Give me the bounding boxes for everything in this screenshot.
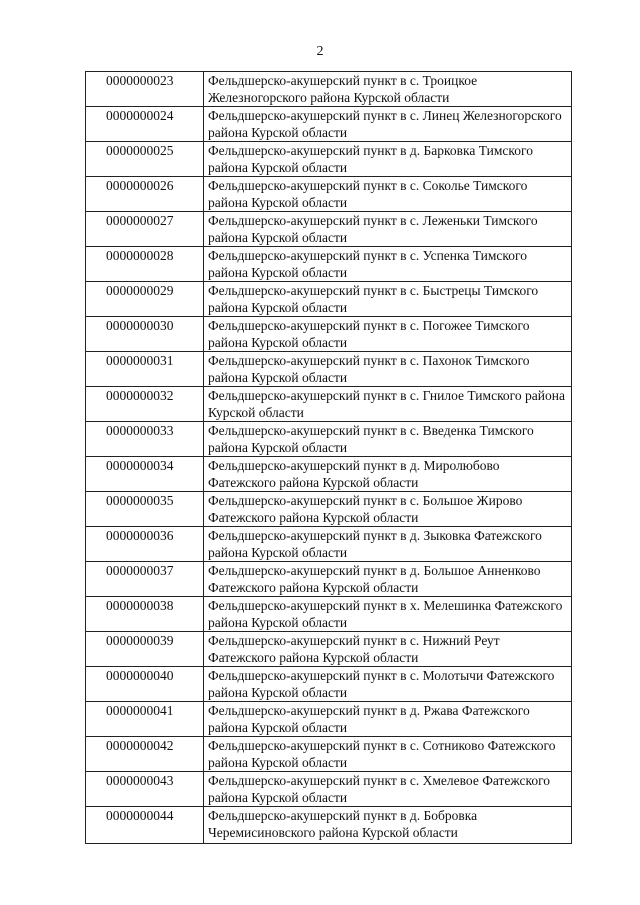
row-name: Фельдшерско-акушерский пункт в с. Быстрецы Тимского района Курской области bbox=[204, 282, 572, 317]
page-number: 2 bbox=[316, 44, 324, 59]
registry-table bbox=[85, 71, 572, 844]
row-code: 0000000024 bbox=[86, 107, 204, 142]
row-code: 0000000044 bbox=[86, 807, 204, 844]
table-row bbox=[86, 772, 572, 807]
table-row bbox=[86, 562, 572, 597]
row-name: Фельдшерско-акушерский пункт в с. Погожее Тимского района Курской области bbox=[204, 317, 572, 352]
registry-body bbox=[86, 72, 572, 844]
table-row bbox=[86, 597, 572, 632]
row-code: 0000000042 bbox=[86, 737, 204, 772]
row-name: Фельдшерско-акушерский пункт в с. Молотычи Фатежского района Курской области bbox=[204, 667, 572, 702]
table-row bbox=[86, 457, 572, 492]
row-code: 0000000036 bbox=[86, 527, 204, 562]
row-name: Фельдшерско-акушерский пункт в с. Хмелевое Фатежского района Курской области bbox=[204, 772, 572, 807]
row-code: 0000000034 bbox=[86, 457, 204, 492]
table-row bbox=[86, 807, 572, 844]
row-code: 0000000028 bbox=[86, 247, 204, 282]
row-code: 0000000040 bbox=[86, 667, 204, 702]
table-row bbox=[86, 667, 572, 702]
row-name: Фельдшерско-акушерский пункт в х. Мелешинка Фатежского района Курской области bbox=[204, 597, 572, 632]
row-code: 0000000038 bbox=[86, 597, 204, 632]
row-code: 0000000032 bbox=[86, 387, 204, 422]
table-row bbox=[86, 177, 572, 212]
table-row bbox=[86, 107, 572, 142]
table-row bbox=[86, 212, 572, 247]
row-name: Фельдшерско-акушерский пункт в с. Сотниково Фатежского района Курской области bbox=[204, 737, 572, 772]
row-code: 0000000043 bbox=[86, 772, 204, 807]
row-name: Фельдшерско-акушерский пункт в с. Пахонок Тимского района Курской области bbox=[204, 352, 572, 387]
row-name: Фельдшерско-акушерский пункт в с. Введенка Тимского района Курской области bbox=[204, 422, 572, 457]
row-code: 0000000031 bbox=[86, 352, 204, 387]
row-name: Фельдшерско-акушерский пункт в с. Нижний Реут Фатежского района Курской области bbox=[204, 632, 572, 667]
row-name: Фельдшерско-акушерский пункт в д. Бобровка Черемисиновского района Курской области bbox=[204, 807, 572, 844]
row-code: 0000000035 bbox=[86, 492, 204, 527]
row-name: Фельдшерско-акушерский пункт в с. Леженьки Тимского района Курской области bbox=[204, 212, 572, 247]
row-name: Фельдшерско-акушерский пункт в с. Линец Железногорского района Курской области bbox=[204, 107, 572, 142]
table-row bbox=[86, 142, 572, 177]
row-name: Фельдшерско-акушерский пункт в с. Троицкое Железногорского района Курской области bbox=[204, 72, 572, 107]
table-row bbox=[86, 422, 572, 457]
row-code: 0000000033 bbox=[86, 422, 204, 457]
row-code: 0000000030 bbox=[86, 317, 204, 352]
row-code: 0000000041 bbox=[86, 702, 204, 737]
row-name: Фельдшерско-акушерский пункт в с. Большое Жирово Фатежского района Курской области bbox=[204, 492, 572, 527]
row-name: Фельдшерско-акушерский пункт в д. Зыковка Фатежского района Курской области bbox=[204, 527, 572, 562]
row-name: Фельдшерско-акушерский пункт в д. Ржава Фатежского района Курской области bbox=[204, 702, 572, 737]
table-row bbox=[86, 632, 572, 667]
row-code: 0000000039 bbox=[86, 632, 204, 667]
row-code: 0000000029 bbox=[86, 282, 204, 317]
table-row bbox=[86, 317, 572, 352]
table-row bbox=[86, 737, 572, 772]
table-row bbox=[86, 527, 572, 562]
table-row bbox=[86, 352, 572, 387]
row-name: Фельдшерско-акушерский пункт в д. Большое Анненково Фатежского района Курской области bbox=[204, 562, 572, 597]
row-code: 0000000026 bbox=[86, 177, 204, 212]
row-name: Фельдшерско-акушерский пункт в с. Успенка Тимского района Курской области bbox=[204, 247, 572, 282]
table-row bbox=[86, 247, 572, 282]
row-name: Фельдшерско-акушерский пункт в д. Миролюбово Фатежского района Курской области bbox=[204, 457, 572, 492]
table-row bbox=[86, 72, 572, 107]
row-name: Фельдшерско-акушерский пункт в с. Соколье Тимского района Курской области bbox=[204, 177, 572, 212]
row-code: 0000000037 bbox=[86, 562, 204, 597]
row-name: Фельдшерско-акушерский пункт в д. Барковка Тимского района Курской области bbox=[204, 142, 572, 177]
row-code: 0000000027 bbox=[86, 212, 204, 247]
table-row bbox=[86, 492, 572, 527]
table-row bbox=[86, 282, 572, 317]
table-row bbox=[86, 702, 572, 737]
row-code: 0000000025 bbox=[86, 142, 204, 177]
table-row bbox=[86, 387, 572, 422]
row-code: 0000000023 bbox=[86, 72, 204, 107]
row-name: Фельдшерско-акушерский пункт в с. Гнилое Тимского района Курской области bbox=[204, 387, 572, 422]
